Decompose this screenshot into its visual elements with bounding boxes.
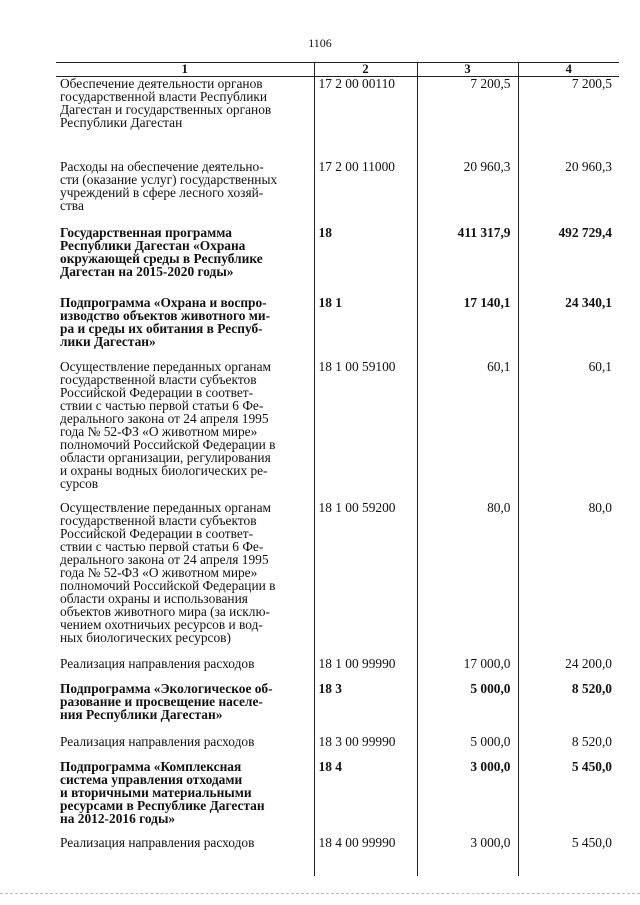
row-name: Реализация направления расходов [60,655,255,671]
row-code: 17 2 00 00110 [314,77,417,160]
table-row [56,360,619,501]
row-name: Осуществление переданных органам государственной власти субъектов Российской Федерации в соответ- ствии с частью первой статьи 6 Фе- дерального закона от 24 апреля 1995 года № 52-ФЗ «О животном мире» полномочий Российской Федерации в области охраны и использования объектов животного мира (за исклю- чением охотничьих ресурсов и вод- ных биологических ресурсов) [60,499,276,645]
row-value-col4: 80,0 [518,501,619,657]
budget-table [56,62,619,876]
row-code: 18 4 00 99990 [314,836,417,876]
row-value-col3: 17 140,1 [417,296,518,360]
row-name: Подпрограмма «Охрана и воспро- изводство объектов животного ми- ра и среды их обитания в Респуб- лики Дагестан» [60,294,271,349]
header-row [56,63,619,77]
row-name: Реализация направления расходов [60,733,255,749]
row-code: 17 2 00 11000 [314,160,417,226]
row-code: 18 3 [314,682,417,735]
table-row [56,657,619,682]
row-value-col3: 7 200,5 [417,77,518,160]
table-row [56,296,619,360]
table-row [56,160,619,226]
row-value-col4: 8 520,0 [518,682,619,735]
row-value-col4: 20 960,3 [518,160,619,226]
row-value-col3: 80,0 [417,501,518,657]
row-name: Подпрограмма «Экологическое об- разование и просвещение населе- ния Республики Дагестан» [60,680,273,722]
page-bottom-rule [0,893,640,894]
row-name: Подпрограмма «Комплексная система управления отходами и вторичными материальными ресурсами в Республике Дагестан на 2012-2016 годы» [60,758,265,826]
row-name: Расходы на обеспечение деятельно- сти (оказание услуг) государственных учреждений в сфере лесного хозяй- ства [60,158,278,213]
row-value-col4: 7 200,5 [518,77,619,160]
row-value-col3: 3 000,0 [417,760,518,836]
table-body [56,77,619,876]
row-name: Осуществление переданных органам государственной власти субъектов Российской Федерации в соответ- ствии с частью первой статьи 6 Фе- дерального закона от 24 апреля 1995 года № 52-ФЗ «О животном мире» полномочий Российской Федерации в области организации, регулирования и охраны водных биологических ре- сурсов [60,358,276,491]
row-value-col3: 411 317,9 [417,226,518,296]
table-row [56,226,619,296]
row-code: 18 1 00 59200 [314,501,417,657]
table-row [56,760,619,836]
column-header-4: 4 [518,63,619,77]
column-header-1: 1 [56,63,314,77]
table-row [56,501,619,657]
row-value-col3: 5 000,0 [417,735,518,760]
row-name: Государственная программа Республики Дагестан «Охрана окружающей среды в Республике Дагестан на 2015-2020 годы» [60,224,263,279]
row-code: 18 [314,226,417,296]
row-code: 18 1 [314,296,417,360]
row-value-col4: 492 729,4 [518,226,619,296]
table-row [56,682,619,735]
row-name: Обеспечение деятельности органов государственной власти Республики Дагестан и государственных органов Республики Дагестан [60,76,272,130]
row-value-col4: 8 520,0 [518,735,619,760]
row-name: Реализация направления расходов [60,834,255,850]
column-header-2: 2 [314,63,417,77]
row-value-col3: 3 000,0 [417,836,518,876]
row-value-col3: 60,1 [417,360,518,501]
row-code: 18 1 00 99990 [314,657,417,682]
row-code: 18 3 00 99990 [314,735,417,760]
row-value-col4: 5 450,0 [518,760,619,836]
row-value-col4: 5 450,0 [518,836,619,876]
page-number: 1106 [308,36,332,50]
row-value-col4: 24 200,0 [518,657,619,682]
row-value-col3: 17 000,0 [417,657,518,682]
row-code: 18 1 00 59100 [314,360,417,501]
row-value-col3: 20 960,3 [417,160,518,226]
table-row [56,735,619,760]
row-value-col3: 5 000,0 [417,682,518,735]
column-header-3: 3 [417,63,518,77]
row-value-col4: 60,1 [518,360,619,501]
row-value-col4: 24 340,1 [518,296,619,360]
row-code: 18 4 [314,760,417,836]
table-row [56,77,619,160]
table-row [56,836,619,876]
